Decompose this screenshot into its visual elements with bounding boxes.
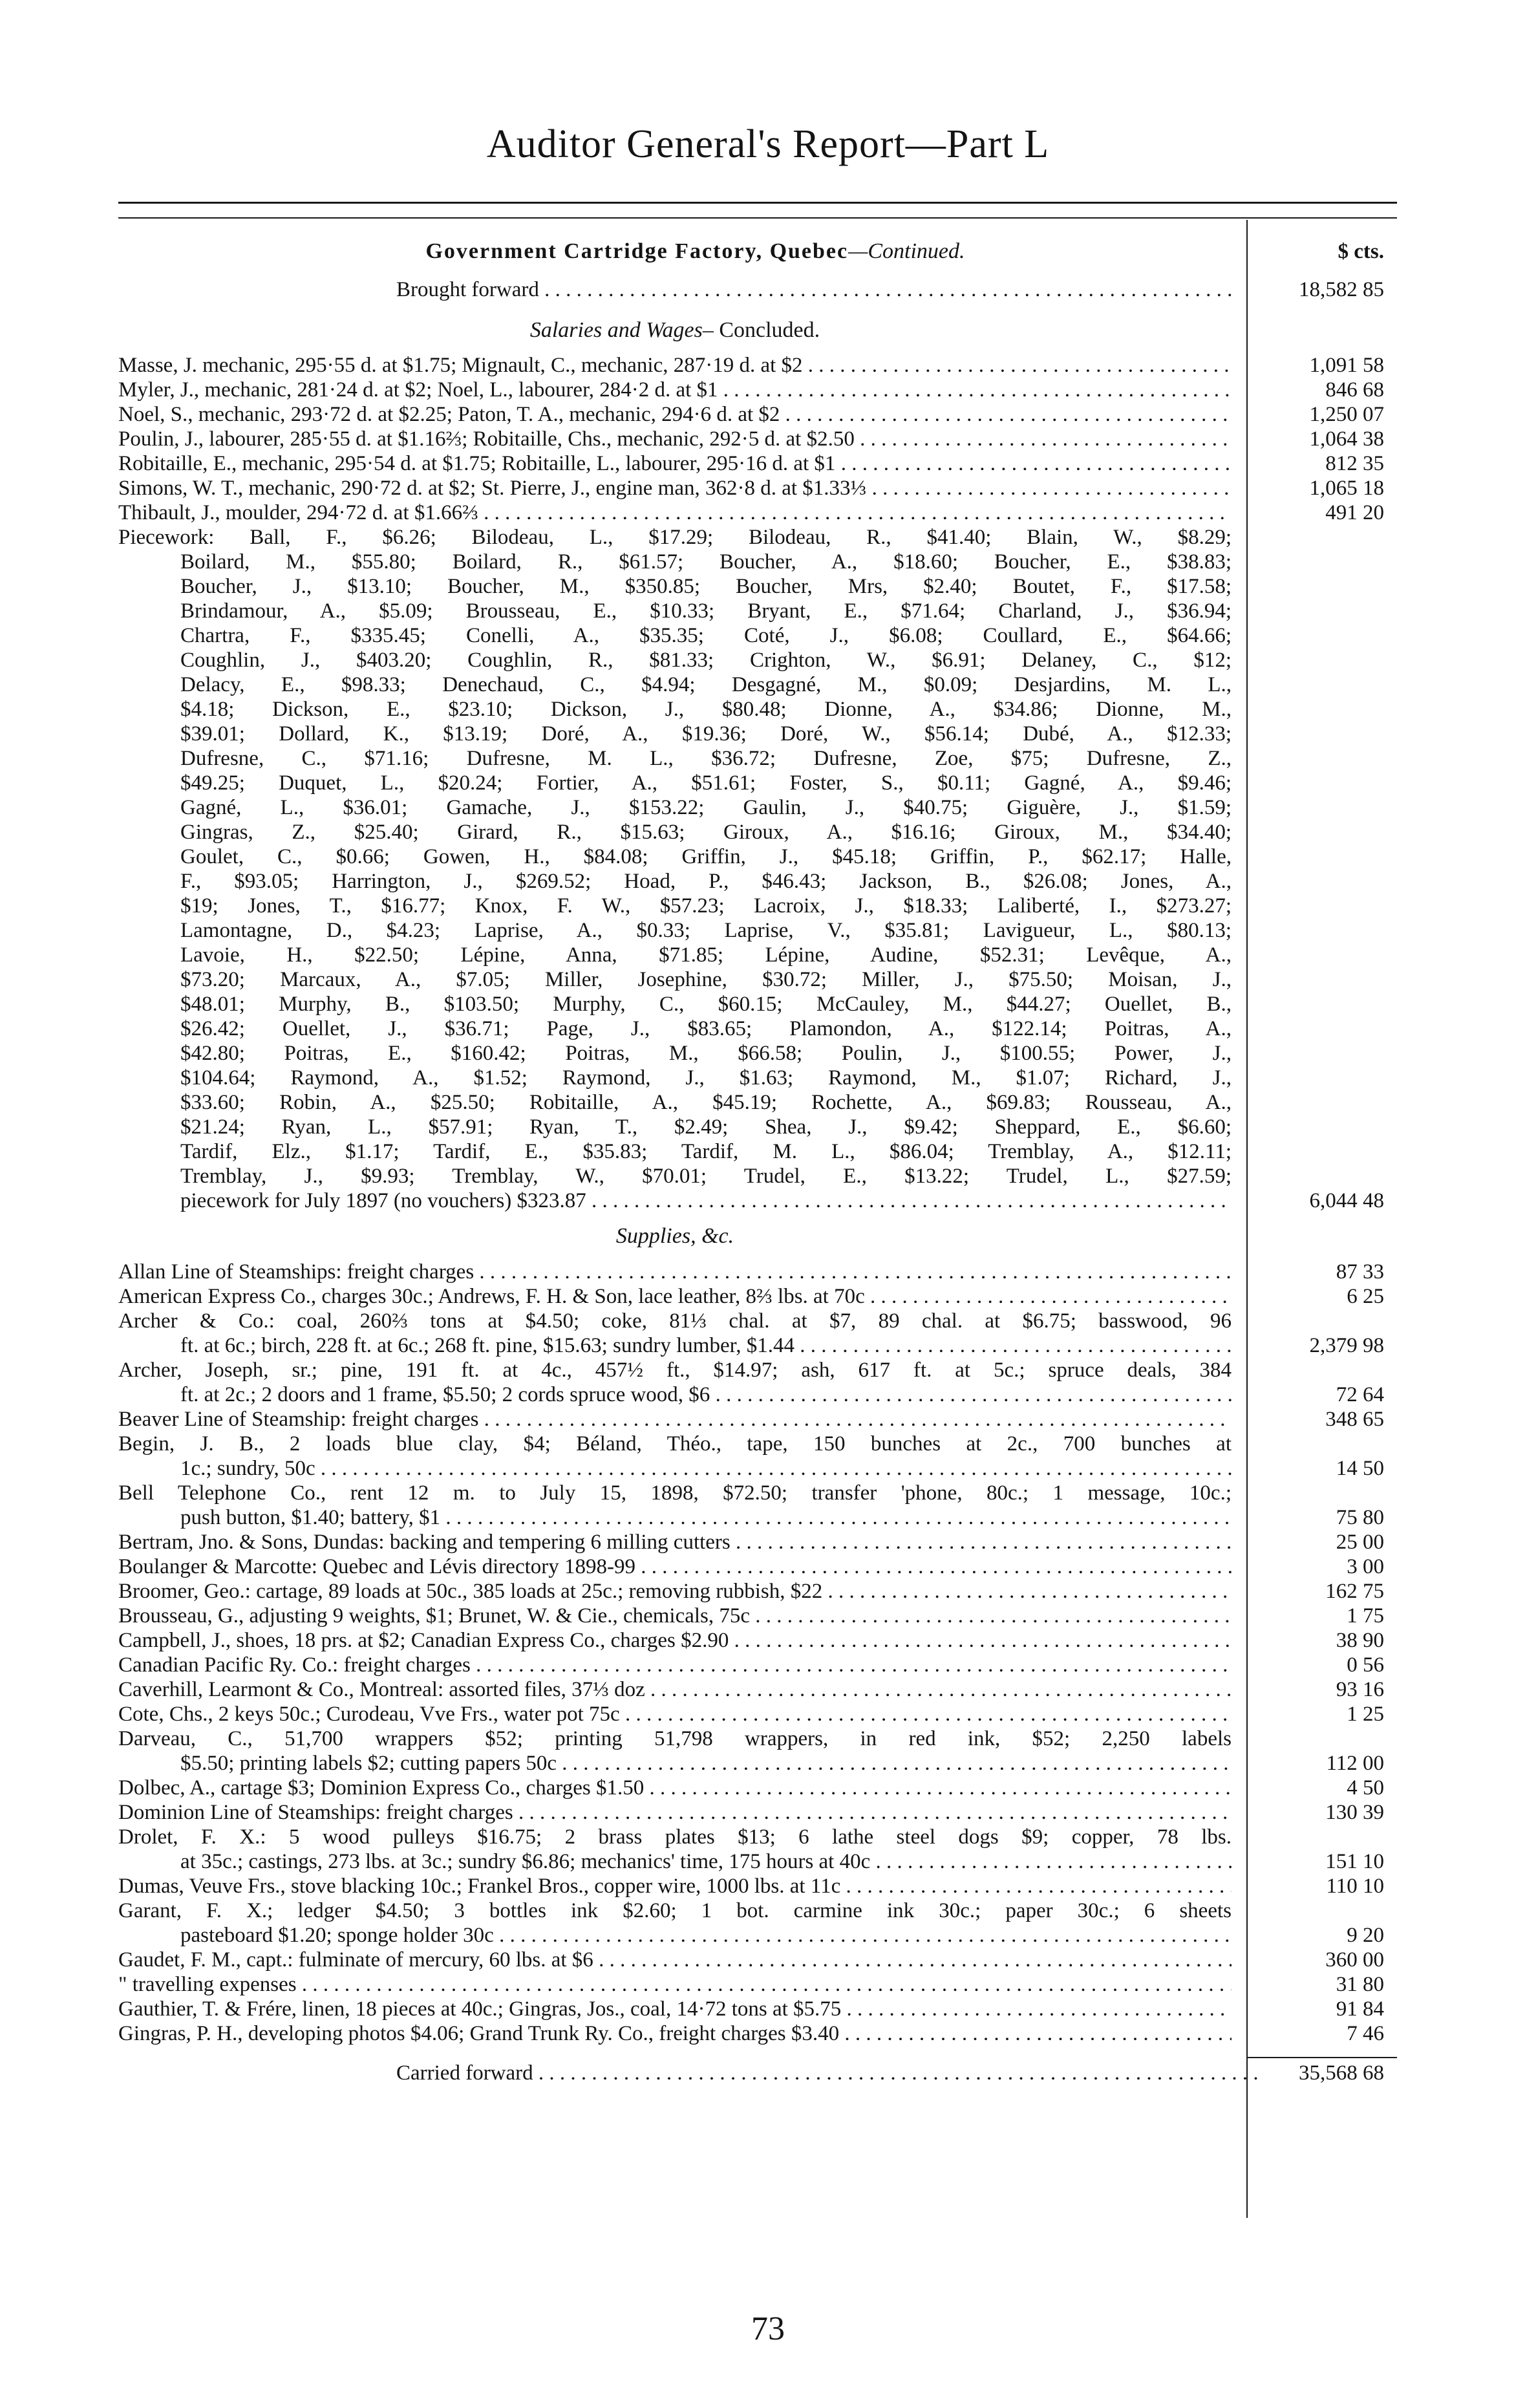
piecework-line: $49.25; Duquet, L., $20.24; Fortier, A., $51.61; Foster, S., $0.11; Gagné, A., $9.46;: [180, 771, 1232, 795]
supply-entry: [118, 1284, 1397, 1309]
supply-amount: 3 00: [1347, 1555, 1384, 1578]
report-body: [118, 231, 1397, 2095]
supply-amount: 91 84: [1336, 1997, 1384, 2021]
supply-text: Allan Line of Steamships: freight charges . . .: [118, 1260, 1232, 1284]
piecework-line: Lavoie, H., $22.50; Lépine, Anna, $71.85; Lépine, Audine, $52.31; Levêque, A.,: [180, 943, 1232, 967]
supply-amount: 72 64: [1336, 1383, 1384, 1406]
piecework-line: Chartra, F., $335.45; Conelli, A., $35.35; Coté, J., $6.08; Coullard, E., $64.66;: [180, 624, 1232, 647]
supply-entry: [118, 1407, 1397, 1432]
supply-text: Darveau, C., 51,700 wrappers $52; printing 51,798 wrappers, in red ink, $52; 2,250 labels $5.50; printing labels $2; cutting papers 50c . . .: [118, 1726, 1232, 1776]
salary-text: Noel, S., mechanic, 293·72 d. at $2.25; Paton, T. A., mechanic, 294·6 d. at $2 . . .: [118, 402, 1232, 427]
piecework-line: $21.24; Ryan, L., $57.91; Ryan, T., $2.49; Shea, J., $9.42; Sheppard, E., $6.60;: [180, 1115, 1232, 1139]
piecework-line: Coughlin, J., $403.20; Coughlin, R., $81.33; Crighton, W., $6.91; Delaney, C., $12;: [180, 649, 1232, 672]
piecework-line: Gingras, Z., $25.40; Girard, R., $15.63; Giroux, A., $16.16; Giroux, M., $34.40;: [180, 821, 1232, 844]
piecework-line: Delacy, E., $98.33; Denechaud, C., $4.94; Desgagné, M., $0.09; Desjardins, M. L.,: [180, 673, 1232, 696]
total-rule: [1246, 2057, 1397, 2058]
salary-text: Masse, J. mechanic, 295·55 d. at $1.75; Mignault, C., mechanic, 287·19 d. at $2 . . .: [118, 353, 1232, 378]
piecework-line: $19; Jones, T., $16.77; Knox, F. W., $57.23; Lacroix, J., $18.33; Laliberté, I., $273.27;: [180, 894, 1232, 918]
piecework-line: Boucher, J., $13.10; Boucher, M., $350.85; Boucher, Mrs, $2.40; Boutet, F., $17.58;: [180, 575, 1232, 598]
salary-amount: 1,250 07: [1309, 403, 1384, 426]
supply-text: Archer & Co.: coal, 260⅔ tons at $4.50; coke, 81⅓ chal. at $7, 89 chal. at $6.75; basswood, 96 ft. at 6c.; birch, 228 ft. at 6c.; 268 ft. pine, $15.63; sundry lumber, $1.44 . . .: [118, 1309, 1232, 1358]
supply-amount: 6 25: [1347, 1285, 1384, 1308]
section-title: Government Cartridge Factory, Quebec—Continued.: [425, 239, 965, 263]
supply-amount: 0 56: [1347, 1653, 1384, 1677]
supply-amount: 151 10: [1325, 1850, 1384, 1873]
supply-text: Dominion Line of Steamships: freight charges . . .: [118, 1800, 1232, 1825]
supplies-heading: Supplies, &c.: [615, 1224, 734, 1248]
supply-entry: [118, 1554, 1397, 1579]
supply-entry: [118, 1530, 1397, 1554]
supply-entry: [118, 2021, 1397, 2046]
supply-entry: [118, 1874, 1397, 1898]
supply-text: American Express Co., charges 30c.; Andrews, F. H. & Son, lace leather, 8⅔ lbs. at 70c . . .: [118, 1284, 1232, 1309]
salary-amount: 1,064 38: [1309, 427, 1384, 451]
supply-amount: 360 00: [1325, 1948, 1384, 1972]
piecework-line: piecework for July 1897 (no vouchers) $323.87 . . .: [118, 1188, 1232, 1213]
salary-text: Myler, J., mechanic, 281·24 d. at $2; Noel, L., labourer, 284·2 d. at $1 . . .: [118, 378, 1232, 402]
supply-text: Archer, Joseph, sr.; pine, 191 ft. at 4c., 457½ ft., $14.97; ash, 617 ft. at 5c.; spruce deals, 384 ft. at 2c.; 2 doors and 1 frame, $5.50; 2 cords spruce wood, $6 . . .: [118, 1358, 1232, 1407]
piecework-line: Piecework: Ball, F., $6.26; Bilodeau, L., $17.29; Bilodeau, R., $41.40; Blain, W., $8.29;: [118, 526, 1232, 549]
piecework-amount: 6,044 48: [1309, 1189, 1384, 1212]
supply-entry: [118, 1432, 1397, 1481]
supply-amount: 93 16: [1336, 1678, 1384, 1701]
supply-amount: 31 80: [1336, 1973, 1384, 1996]
salary-amount: 846 68: [1325, 378, 1384, 402]
piecework-line: Brindamour, A., $5.09; Brousseau, E., $10.33; Bryant, E., $71.64; Charland, J., $36.94;: [180, 599, 1232, 623]
piecework-line: $26.42; Ouellet, J., $36.71; Page, J., $83.65; Plamondon, A., $122.14; Poitras, A.,: [180, 1017, 1232, 1040]
supply-entry: [118, 1702, 1397, 1726]
supply-entry: [118, 1776, 1397, 1800]
supply-amount: 112 00: [1326, 1752, 1384, 1775]
supply-amount: 4 50: [1347, 1776, 1384, 1800]
supply-entry: [118, 1677, 1397, 1702]
supply-text: Campbell, J., shoes, 18 prs. at $2; Canadian Express Co., charges $2.90 . . .: [118, 1628, 1232, 1653]
supply-amount: 7 46: [1347, 2022, 1384, 2045]
page-header: Auditor General's Report—Part L: [486, 122, 1050, 166]
supply-entry: [118, 1825, 1397, 1874]
supply-amount: 2,379 98: [1309, 1334, 1384, 1357]
piecework-line: $104.64; Raymond, A., $1.52; Raymond, J., $1.63; Raymond, M., $1.07; Richard, J.,: [180, 1066, 1232, 1090]
salary-entry: [118, 500, 1397, 525]
supply-amount: 38 90: [1336, 1629, 1384, 1652]
supply-text: Drolet, F. X.: 5 wood pulleys $16.75; 2 brass plates $13; 6 lathe steel dogs $9; copper, 78 lbs. at 35c.; castings, 273 lbs. at 3c.; sundry $6.86; mechanics' time, 175 hours at 40c . . .: [118, 1825, 1232, 1874]
supply-amount: 1 75: [1347, 1604, 1384, 1628]
salary-text: Simons, W. T., mechanic, 290·72 d. at $2; St. Pierre, J., engine man, 362·8 d. at $1.33⅓ . . .: [118, 476, 1232, 500]
supply-text: Begin, J. B., 2 loads blue clay, $4; Béland, Théo., tape, 150 bunches at 2c., 700 bunches at 1c.; sundry, 50c . . .: [118, 1432, 1232, 1481]
supply-entry: [118, 1358, 1397, 1407]
supply-entry: [118, 1628, 1397, 1653]
salary-entry: [118, 451, 1397, 476]
piecework-line: $42.80; Poitras, E., $160.42; Poitras, M., $66.58; Poulin, J., $100.55; Power, J.,: [180, 1042, 1232, 1065]
salary-text: Poulin, J., labourer, 285·55 d. at $1.16⅔; Robitaille, Chs., mechanic, 292·5 d. at $2.50 . . .: [118, 427, 1232, 451]
page-number: 73: [751, 2310, 785, 2347]
supply-entry: [118, 1997, 1397, 2021]
header-rule-top: [118, 202, 1397, 204]
currency-header: $ cts.: [1338, 240, 1384, 263]
supply-amount: 110 10: [1326, 1875, 1384, 1898]
salary-entry: [118, 378, 1397, 402]
supply-amount: 1 25: [1347, 1703, 1384, 1726]
supply-entry: [118, 1653, 1397, 1677]
piecework-line: $73.20; Marcaux, A., $7.05; Miller, Josephine, $30.72; Miller, J., $75.50; Moisan, J.,: [180, 968, 1232, 991]
piecework-line: $33.60; Robin, A., $25.50; Robitaille, A., $45.19; Rochette, A., $69.83; Rousseau, A.,: [180, 1091, 1232, 1114]
supply-amount: 130 39: [1325, 1801, 1384, 1824]
supply-entry: [118, 1579, 1397, 1604]
supply-text: Dolbec, A., cartage $3; Dominion Express Co., charges $1.50 . . .: [118, 1776, 1232, 1800]
supply-text: Brousseau, G., adjusting 9 weights, $1; Brunet, W. & Cie., chemicals, 75c . . .: [118, 1604, 1232, 1628]
supply-entry: [118, 1898, 1397, 1948]
salary-entry: [118, 427, 1397, 451]
supply-text: Dumas, Veuve Frs., stove blacking 10c.; Frankel Bros., copper wire, 1000 lbs. at 11c . . .: [118, 1874, 1232, 1898]
salary-text: Thibault, J., moulder, 294·72 d. at $1.66⅔ . . .: [118, 500, 1232, 525]
brought-forward-amount: 18,582 85: [1299, 278, 1384, 301]
salary-amount: 1,091 58: [1309, 354, 1384, 377]
supply-text: " travelling expenses . . .: [118, 1972, 1232, 1997]
supplies-list: [118, 1260, 1397, 2046]
piecework-line: Lamontagne, D., $4.23; Laprise, A., $0.33; Laprise, V., $35.81; Lavigueur, L., $80.13;: [180, 919, 1232, 942]
salary-entry: [118, 476, 1397, 500]
supply-entry: [118, 1309, 1397, 1358]
piecework-line: Boilard, M., $55.80; Boilard, R., $61.57; Boucher, A., $18.60; Boucher, E., $38.83;: [180, 550, 1232, 574]
supply-text: Beaver Line of Steamship: freight charges . . .: [118, 1407, 1232, 1432]
supply-amount: 75 80: [1336, 1506, 1384, 1529]
piecework-line: $4.18; Dickson, E., $23.10; Dickson, J., $80.48; Dionne, A., $34.86; Dionne, M.,: [180, 698, 1232, 721]
piecework-line: Tardif, Elz., $1.17; Tardif, E., $35.83; Tardif, M. L., $86.04; Tremblay, A., $12.11;: [180, 1140, 1232, 1163]
salary-amount: 812 35: [1325, 452, 1384, 475]
carried-forward-amount: 35,568 68: [1299, 2061, 1384, 2085]
supply-text: Bertram, Jno. & Sons, Dundas: backing and tempering 6 milling cutters . . .: [118, 1530, 1232, 1554]
supply-text: Gingras, P. H., developing photos $4.06; Grand Trunk Ry. Co., freight charges $3.40 . . .: [118, 2021, 1232, 2046]
supply-amount: 14 50: [1336, 1457, 1384, 1480]
supply-entry: [118, 1972, 1397, 1997]
supply-amount: 9 20: [1347, 1924, 1384, 1947]
supply-text: Boulanger & Marcotte: Quebec and Lévis directory 1898-99 . . .: [118, 1554, 1232, 1579]
supply-amount: 348 65: [1325, 1408, 1384, 1431]
piecework-line: Dufresne, C., $71.16; Dufresne, M. L., $36.72; Dufresne, Zoe, $75; Dufresne, Z.,: [180, 747, 1232, 770]
salary-entry: [118, 402, 1397, 427]
piecework-line: Tremblay, J., $9.93; Tremblay, W., $70.01; Trudel, E., $13.22; Trudel, L., $27.59;: [180, 1165, 1232, 1188]
piecework-line: Goulet, C., $0.66; Gowen, H., $84.08; Griffin, J., $45.18; Griffin, P., $62.17; Halle,: [180, 845, 1232, 868]
supply-entry: [118, 1260, 1397, 1284]
salary-entry: [118, 353, 1397, 378]
brought-forward-label: Brought forward . . .: [118, 277, 1232, 302]
supply-entry: [118, 1604, 1397, 1628]
supply-entry: [118, 1948, 1397, 1972]
supply-entry: [118, 1800, 1397, 1825]
supply-text: Cote, Chs., 2 keys 50c.; Curodeau, Vve Frs., water pot 75c . . .: [118, 1702, 1232, 1726]
salaries-list: [118, 353, 1397, 525]
supply-entry: [118, 1481, 1397, 1530]
salary-amount: 1,065 18: [1309, 477, 1384, 500]
supply-text: Broomer, Geo.: cartage, 89 loads at 50c., 385 loads at 25c.; removing rubbish, $22 . . .: [118, 1579, 1232, 1604]
piecework-line: $48.01; Murphy, B., $103.50; Murphy, C., $60.15; McCauley, M., $44.27; Ouellet, B.,: [180, 993, 1232, 1016]
supply-amount: 87 33: [1336, 1260, 1384, 1284]
supply-text: Garant, F. X.; ledger $4.50; 3 bottles ink $2.60; 1 bot. carmine ink 30c.; paper 30c.; 6 sheets pasteboard $1.20; sponge holder 30c . . .: [118, 1898, 1232, 1948]
salary-amount: 491 20: [1325, 501, 1384, 524]
piecework-line: $39.01; Dollard, K., $13.19; Doré, A., $19.36; Doré, W., $56.14; Dubé, A., $12.33;: [180, 722, 1232, 746]
supply-amount: 162 75: [1325, 1580, 1384, 1603]
supply-text: Canadian Pacific Ry. Co.: freight charges . . .: [118, 1653, 1232, 1677]
piecework-line: Gagné, L., $36.01; Gamache, J., $153.22; Gaulin, J., $40.75; Giguère, J., $1.59;: [180, 796, 1232, 819]
piecework-entry: [118, 525, 1397, 1213]
supply-text: Caverhill, Learmont & Co., Montreal: assorted files, 37⅓ doz . . .: [118, 1677, 1232, 1702]
supply-text: Gauthier, T. & Frére, linen, 18 pieces at 40c.; Gingras, Jos., coal, 14·72 tons at $5.75 . . .: [118, 1997, 1232, 2021]
supply-text: Gaudet, F. M., capt.: fulminate of mercury, 60 lbs. at $6 . . .: [118, 1948, 1232, 1972]
salaries-heading: Salaries and Wages– Concluded.: [529, 318, 820, 342]
supply-entry: [118, 1726, 1397, 1776]
carried-forward-label: Carried forward . . .: [118, 2061, 1265, 2085]
supply-amount: 25 00: [1336, 1531, 1384, 1554]
salary-text: Robitaille, E., mechanic, 295·54 d. at $1.75; Robitaille, L., labourer, 295·16 d. at $1 . . .: [118, 451, 1232, 476]
supply-text: Bell Telephone Co., rent 12 m. to July 15, 1898, $72.50; transfer 'phone, 80c.; 1 message, 10c.; push button, $1.40; battery, $1 . . .: [118, 1481, 1232, 1530]
piecework-line: F., $93.05; Harrington, J., $269.52; Hoad, P., $46.43; Jackson, B., $26.08; Jones, A.,: [180, 870, 1232, 893]
